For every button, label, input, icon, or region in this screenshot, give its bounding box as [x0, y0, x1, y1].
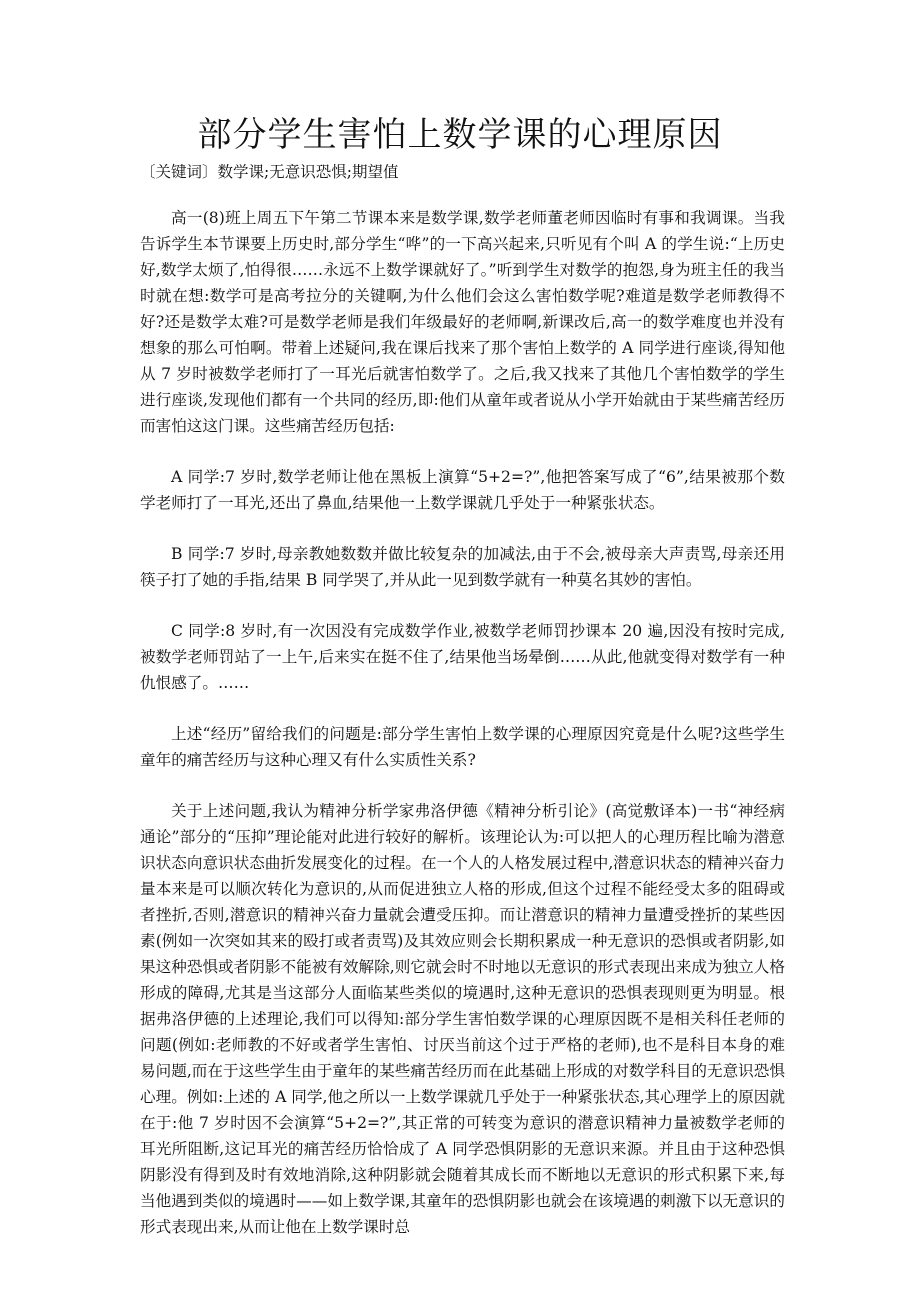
document-title: 部分学生害怕上数学课的心理原因 — [197, 115, 723, 155]
paragraph-student-c: C 同学:8 岁时,有一次因没有完成数学作业,被数学老师罚抄课本 20 遍,因没有按时完成,被数学老师罚站了一上午,后来实在挺不住了,结果他当场晕倒……从此,他就变得对数学有一种仇恨感了。…… — [140, 622, 785, 692]
paragraph-analysis: 关于上述问题,我认为精神分析学家弗洛伊德《精神分析引论》(高觉敷译本)一书“神经病通论”部分的“压抑”理论能对此进行较好的解析。该理论认为:可以把人的心理历程比喻为潜意识状态向意识状态曲折发展变化的过程。在一个人的人格发展过程中,潜意识状态的精神兴奋力量本来是可以顺次转化为意识的,从而促进独立人格的形成,但这个过程不能经受太多的阻碍或者挫折,否则,潜意识的精神兴奋力量就会遭受压抑。而让潜意识的精神力量遭受挫折的某些因素(例如一次突如其来的殴打或者责骂)及其效应则会长期积累成一种无意识的恐惧或者阴影,如果这种恐惧或者阴影不能被有效解除,则它就会时不时地以无意识的形式表现出来成为独立人格形成的障碍,尤其是当这部分人面临某些类似的境遇时,这种无意识的恐惧表现则更为明显。根据弗洛伊德的上述理论,我们可以得知:部分学生害怕数学课的心理原因既不是相关科任老师的问题(例如:老师教的不好或者学生害怕、讨厌当前这个过于严格的老师),也不是科目本身的难易问题,而在于这些学生由于童年的某些痛苦经历而在此基础上形成的对数学科目的无意识恐惧心理。例如:上述的 A 同学,他之所以一上数学课就几乎处于一种紧张状态,其心理学上的原因就在于:他 7 岁时因不会演算“5+2=?”,其正常的可转变为意识的潜意识精神力量被数学老师的耳光所阻断,这记耳光的痛苦经历恰恰成了 A 同学恐惧阴影的无意识来源。并且由于这种恐惧阴影没有得到及时有效地消除,这种阴影就会随着其成长而不断地以无意识的形式积累下来,每当他遇到类似的境遇时——如上数学课,其童年的恐惧阴影也就会在该境遇的刺激下以无意识的形式表现出来,从而让他在上数学课时总 — [140, 802, 785, 1236]
paragraph-intro: 高一(8)班上周五下午第二节课本来是数学课,数学老师董老师因临时有事和我调课。当我告诉学生本节课要上历史时,部分学生“哗”的一下高兴起来,只听见有个叫 A 的学生说:“上历史好,数学太烦了,怕得很……永远不上数学课就好了。”听到学生对数学的抱怨,身为班主任的我当时就在想:数学可是高考拉分的关键啊,为什么他们会这么害怕数学呢?难道是数学老师教得不好?还是数学太难?可是数学老师是我们年级最好的老师啊,新课改后,高一的数学难度也并没有想象的那么可怕啊。带着上述疑问,我在课后找来了那个害怕上数学的 A 同学进行座谈,得知他从 7 岁时被数学老师打了一耳光后就害怕数学了。之后,我又找来了其他几个害怕数学的学生进行座谈,发现他们都有一个共同的经历,即:他们从童年或者说从小学开始就由于某些痛苦经历而害怕这这门课。这些痛苦经历包括: — [140, 209, 785, 435]
paragraph-question: 上述“经历”留给我们的问题是:部分学生害怕上数学课的心理原因究竟是什么呢?这些学生童年的痛苦经历与这种心理又有什么实质性关系? — [140, 725, 785, 769]
document-body — [140, 205, 785, 1265]
paragraph-student-a: A 同学:7 岁时,数学老师让他在黑板上演算“5+2=?”,他把答案写成了“6”,结果被那个数学老师打了一耳光,还出了鼻血,结果他一上数学课就几乎处于一种紧张状态。 — [140, 468, 785, 512]
paragraph-student-b: B 同学:7 岁时,母亲教她数数并做比较复杂的加减法,由于不会,被母亲大声责骂,母亲还用筷子打了她的手指,结果 B 同学哭了,并从此一见到数学就有一种莫名其妙的害怕。 — [140, 545, 785, 589]
keywords-line: 〔关键词〕数学课;无意识恐惧;期望值 — [140, 163, 399, 181]
